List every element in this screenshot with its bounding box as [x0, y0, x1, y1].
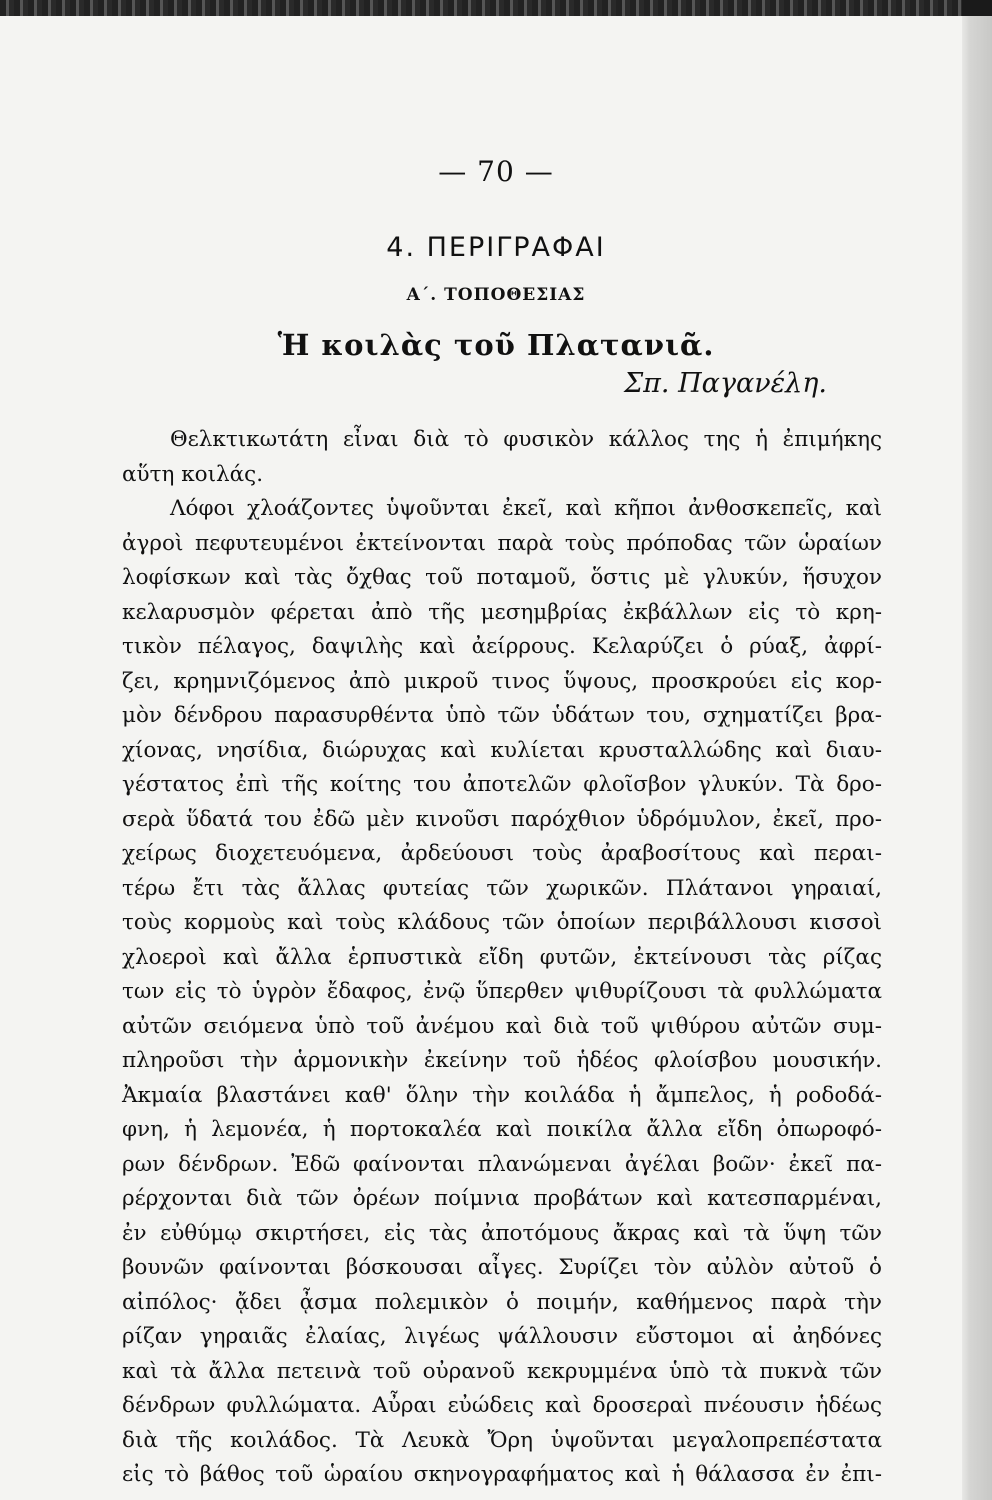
- body-line: ἀγροὶ πεφυτευμένοι ἐκτείνονται παρὰ τοὺς πρόποδας τῶν ὡραίων: [122, 530, 882, 556]
- body-line: κελαρυσμὸν φέρεται ἀπὸ τῆς μεσημβρίας ἐκβάλλων εἰς τὸ κρη-: [122, 599, 882, 625]
- body-line: λοφίσκων καὶ τὰς ὄχθας τοῦ ποταμοῦ, ὅστις μὲ γλυκύν, ἥσυχον: [122, 565, 882, 590]
- body-line: τοὺς κορμοὺς καὶ τοὺς κλάδους τῶν ὁποίων περιβάλλουσι κισσοὶ: [122, 910, 882, 935]
- body-line: πληροῦσι τὴν ἁρμονικὴν ἐκείνην τοῦ ἡδέος φλοίσβου μουσικήν.: [122, 1048, 882, 1073]
- body-line: διὰ τῆς κοιλάδος. Τὰ Λευκὰ Ὄρη ὑψοῦνται μεγαλοπρεπέστατα: [122, 1427, 882, 1453]
- section-heading: 4. ΠΕΡΙΓΡΑΦΑΙ: [386, 232, 606, 263]
- author-name: Σπ. Παγανέλη.: [624, 368, 827, 399]
- body-line: αἰπόλος· ᾄδει ᾆσμα πολεμικὸν ὁ ποιμήν, καθήμενος παρὰ τὴν: [122, 1289, 882, 1315]
- body-text: [122, 423, 882, 1493]
- body-line: καὶ τὰ ἄλλα πετεινὰ τοῦ οὐρανοῦ κεκρυμμένα ὑπὸ τὰ πυκνὰ τῶν: [122, 1358, 882, 1384]
- body-line: μὸν δένδρου παρασυρθέντα ὑπὸ τῶν ὑδάτων του, σχηματίζει βρα-: [122, 703, 882, 728]
- body-line: χλοεροὶ καὶ ἄλλα ἑρπυστικὰ εἴδη φυτῶν, ἐκτείνουσι τὰς ρίζας: [122, 944, 882, 970]
- body-line: ρέρχονται διὰ τῶν ὀρέων ποίμνια προβάτων καὶ κατεσπαρμέναι,: [122, 1186, 882, 1211]
- page-number: — 70 —: [438, 155, 554, 188]
- body-line: εἰς τὸ βάθος τοῦ ὡραίου σκηνογραφήματος καὶ ἡ θάλασσα ἐν ἐπι-: [122, 1462, 882, 1487]
- scan-right-edge: [962, 0, 992, 1500]
- body-line: βουνῶν φαίνονται βόσκουσαι αἶγες. Συρίζει τὸν αὐλὸν αὐτοῦ ὁ: [122, 1255, 882, 1280]
- body-line: αὕτη κοιλάς.: [122, 461, 264, 487]
- body-line: χίονας, νησίδια, διώρυχας καὶ κυλίεται κρυσταλλώδης καὶ διαυ-: [122, 737, 882, 763]
- body-line: ρίζαν γηραιᾶς ἐλαίας, λιγέως ψάλλουσιν εὔστομοι αἱ ἀηδόνες: [122, 1324, 882, 1349]
- body-line: φνη, ἡ λεμονέα, ἡ πορτοκαλέα καὶ ποικίλα ἄλλα εἴδη ὀπωροφό-: [122, 1117, 882, 1142]
- body-line: τέρω ἔτι τὰς ἄλλας φυτείας τῶν χωρικῶν. Πλάτανοι γηραιαί,: [122, 875, 882, 901]
- body-line: Λόφοι χλοάζοντες ὑψοῦνται ἐκεῖ, καὶ κῆποι ἀνθοσκεπεῖς, καὶ: [170, 496, 882, 521]
- scan-top-edge: [0, 0, 992, 16]
- body-line: τικὸν πέλαγος, δαψιλὴς καὶ ἀείρρους. Κελαρύζει ὁ ρύαξ, ἀφρί-: [122, 634, 882, 659]
- body-line: σερὰ ὕδατά του ἐδῶ μὲν κινοῦσι παρόχθιον ὑδρόμυλον, ἐκεῖ, προ-: [122, 806, 882, 832]
- body-line: Θελκτικωτάτη εἶναι διὰ τὸ φυσικὸν κάλλος της ἡ ἐπιμήκης: [170, 427, 882, 452]
- body-line: χείρως διοχετευόμενα, ἀρδεύουσι τοὺς ἀραβοσίτους καὶ περαι-: [122, 841, 882, 866]
- body-line: ζει, κρημνιζόμενος ἀπὸ μικροῦ τινος ὕψους, προσκρούει εἰς κορ-: [122, 668, 882, 694]
- body-line: Ἀκμαία βλαστάνει καθ' ὅλην τὴν κοιλάδα ἡ ἄμπελος, ἡ ροδοδά-: [122, 1082, 882, 1108]
- body-line: των εἰς τὸ ὑγρὸν ἔδαφος, ἐνῷ ὕπερθεν ψιθυρίζουσι τὰ φυλλώματα: [122, 979, 882, 1004]
- body-line: αὐτῶν σειόμενα ὑπὸ τοῦ ἀνέμου καὶ διὰ τοῦ ψιθύρου αὐτῶν συμ-: [122, 1013, 882, 1039]
- body-line: δένδρων φυλλώματα. Αὖραι εὐώδεις καὶ δροσεραὶ πνέουσιν ἡδέως: [122, 1393, 882, 1418]
- body-line: γέστατος ἐπὶ τῆς κοίτης του ἀποτελῶν φλοῖσβον γλυκύν. Τὰ δρο-: [122, 772, 882, 797]
- subsection-heading: Α΄. ΤΟΠΟΘΕΣΙΑΣ: [406, 285, 586, 305]
- article-title: Ἡ κοιλὰς τοῦ Πλατανιᾶ.: [277, 328, 715, 362]
- body-line: ἐν εὐθύμῳ σκιρτήσει, εἰς τὰς ἀποτόμους ἄκρας καὶ τὰ ὕψη τῶν: [122, 1220, 882, 1246]
- scan-corner: [962, 0, 992, 16]
- body-line: ρων δένδρων. Ἐδῶ φαίνονται πλανώμεναι ἀγέλαι βοῶν· ἐκεῖ πα-: [122, 1151, 882, 1177]
